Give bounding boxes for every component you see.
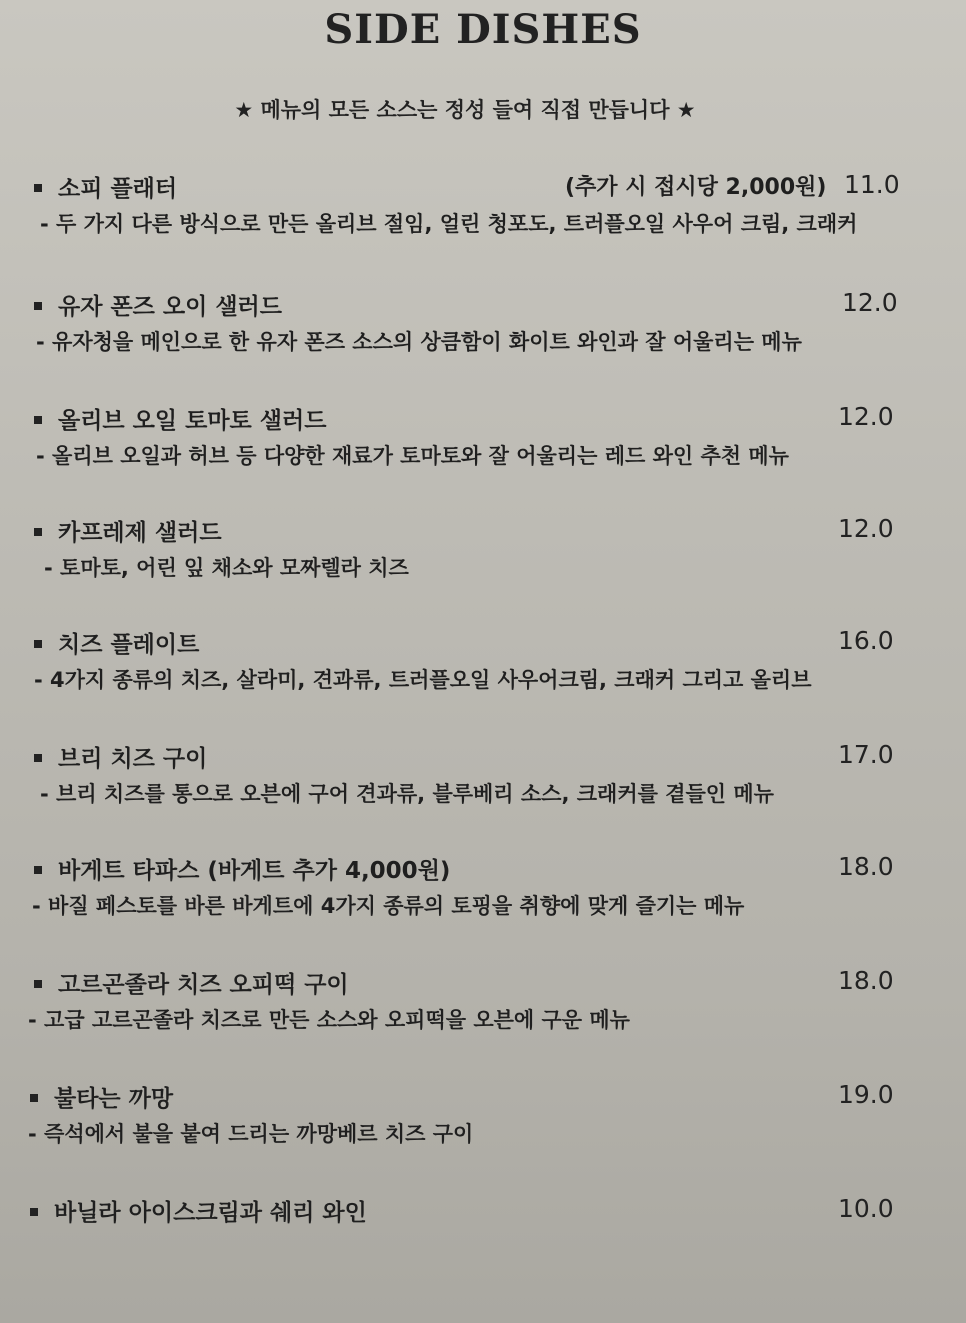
item-name: 유자 폰즈 오이 샐러드 <box>34 288 282 321</box>
bullet-icon <box>34 184 42 192</box>
menu-item <box>0 402 966 502</box>
item-description: - 바질 페스토를 바른 바게트에 4가지 종류의 토핑을 취향에 맞게 즐기는 메뉴 <box>32 894 745 918</box>
bullet-icon <box>34 866 42 874</box>
item-description: - 유자청을 메인으로 한 유자 폰즈 소스의 상큼함이 화이트 와인과 잘 어울리는 메뉴 <box>36 330 802 354</box>
item-price: 18.0 <box>838 966 894 995</box>
bullet-icon <box>34 980 42 988</box>
item-price: 12.0 <box>838 514 894 543</box>
item-description: - 브리 치즈를 통으로 오븐에 구어 견과류, 블루베리 소스, 크래커를 곁들인 메뉴 <box>40 782 774 806</box>
item-name: 바게트 타파스 (바게트 추가 4,000원) <box>34 852 450 885</box>
menu-title: SIDE DISHES <box>324 6 642 53</box>
bullet-icon <box>30 1094 38 1102</box>
menu-item <box>0 1080 966 1180</box>
menu-item <box>0 1194 966 1294</box>
item-description: - 두 가지 다른 방식으로 만든 올리브 절임, 얼린 청포도, 트러플오일 사우어 크림, 크래커 <box>40 212 858 236</box>
menu-item <box>0 288 966 388</box>
item-note: (추가 시 접시당 2,000원) <box>565 175 827 200</box>
item-description: - 토마토, 어린 잎 채소와 모짜렐라 치즈 <box>44 556 409 580</box>
item-name: 고르곤졸라 치즈 오피떡 구이 <box>34 966 349 999</box>
item-name: 치즈 플레이트 <box>34 626 199 659</box>
sauce-notice: ★ 메뉴의 모든 소스는 정성 들여 직접 만듭니다 ★ <box>234 98 696 122</box>
bullet-icon <box>30 1208 38 1216</box>
item-description: - 4가지 종류의 치즈, 살라미, 견과류, 트러플오일 사우어크림, 크래커 그리고 올리브 <box>34 668 812 692</box>
item-name: 소피 플래터 <box>34 170 177 203</box>
menu-item <box>0 170 966 270</box>
item-description: - 즉석에서 불을 붙여 드리는 까망베르 치즈 구이 <box>28 1122 474 1146</box>
item-name: 카프레제 샐러드 <box>34 514 222 547</box>
item-name: 불타는 까망 <box>30 1080 173 1113</box>
bullet-icon <box>34 528 42 536</box>
item-price: 11.0 <box>844 170 900 199</box>
item-price: 12.0 <box>838 402 894 431</box>
bullet-icon <box>34 302 42 310</box>
item-name: 브리 치즈 구이 <box>34 740 207 773</box>
item-description: - 고급 고르곤졸라 치즈로 만든 소스와 오피떡을 오븐에 구운 메뉴 <box>28 1008 630 1032</box>
item-price: 10.0 <box>838 1194 894 1223</box>
item-price: 18.0 <box>838 852 894 881</box>
item-description: - 올리브 오일과 허브 등 다양한 재료가 토마토와 잘 어울리는 레드 와인 추천 메뉴 <box>36 444 789 468</box>
item-price: 19.0 <box>838 1080 894 1109</box>
menu-item <box>0 966 966 1066</box>
item-name: 올리브 오일 토마토 샐러드 <box>34 402 326 435</box>
item-price: 16.0 <box>838 626 894 655</box>
menu-item <box>0 852 966 952</box>
bullet-icon <box>34 640 42 648</box>
item-price: 17.0 <box>838 740 894 769</box>
menu-item <box>0 740 966 840</box>
bullet-icon <box>34 754 42 762</box>
bullet-icon <box>34 416 42 424</box>
menu-item <box>0 626 966 726</box>
menu-item <box>0 514 966 614</box>
item-name: 바닐라 아이스크림과 쉐리 와인 <box>30 1194 367 1227</box>
item-price: 12.0 <box>842 288 898 317</box>
